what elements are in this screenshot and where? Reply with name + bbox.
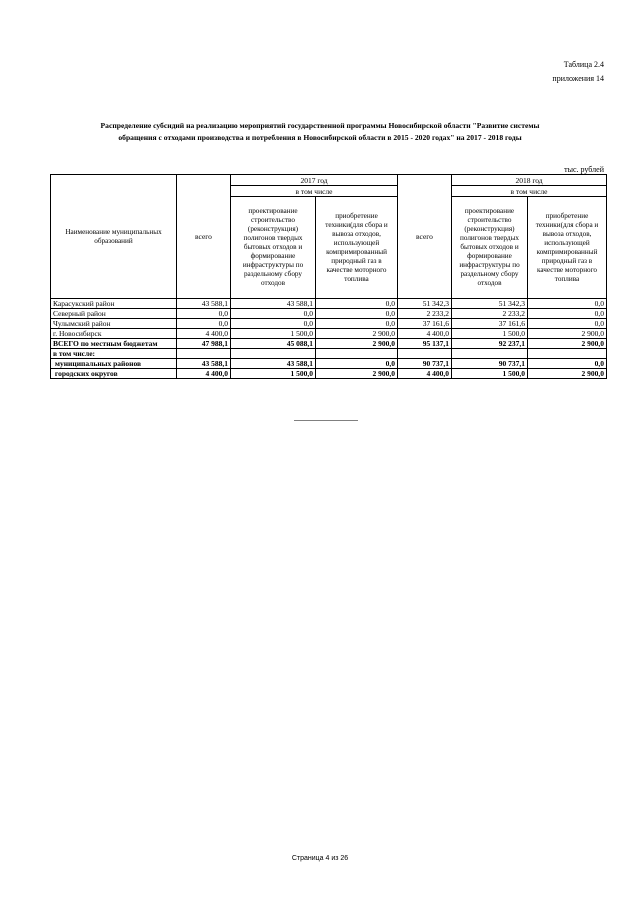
row-name: г. Новосибирск xyxy=(51,329,177,339)
cell-total-2017: 0,0 xyxy=(177,309,231,319)
subsidy-table xyxy=(50,174,607,379)
cell-total-2018: 37 161,6 xyxy=(398,319,452,329)
title-line-2: обращения с отходами производства и потребления в Новосибирской области в 2015 - 2020 годах" на 2017 - 2018 годы xyxy=(118,133,522,142)
cell-design-2017: 0,0 xyxy=(231,309,316,319)
cell-total-2017: 4 400,0 xyxy=(177,369,231,379)
row-name: в том числе: xyxy=(51,349,177,359)
row-name: Карасукский район xyxy=(51,299,177,309)
cell-design-2018: 51 342,3 xyxy=(452,299,528,309)
header-total-2017: всего xyxy=(177,175,231,299)
cell-total-2018: 2 233,2 xyxy=(398,309,452,319)
cell-total-2018: 4 400,0 xyxy=(398,329,452,339)
header-total-2018: всего xyxy=(398,175,452,299)
row-name: ВСЕГО по местным бюджетам xyxy=(51,339,177,349)
cell-total-2018: 51 342,3 xyxy=(398,299,452,309)
header-municipality: Наименование муниципальных образований xyxy=(51,175,177,299)
cell-design-2018: 2 233,2 xyxy=(452,309,528,319)
cell-equipment-2017: 2 900,0 xyxy=(316,369,398,379)
cell-design-2017: 45 088,1 xyxy=(231,339,316,349)
cell-equipment-2018: 2 900,0 xyxy=(528,369,607,379)
header-equipment-2018: приобретение техники(для сбора и вывоза отходов, использующей компримированный природный газ в качестве моторного топлива xyxy=(528,197,607,299)
cell-equipment-2018: 0,0 xyxy=(528,299,607,309)
row-name: городских округов xyxy=(51,369,177,379)
cell-equipment-2018 xyxy=(528,349,607,359)
cell-equipment-2017: 0,0 xyxy=(316,359,398,369)
row-name: муниципальных районов xyxy=(51,359,177,369)
cell-equipment-2017: 2 900,0 xyxy=(316,339,398,349)
cell-equipment-2018: 2 900,0 xyxy=(528,339,607,349)
cell-equipment-2017: 2 900,0 xyxy=(316,329,398,339)
cell-design-2017: 0,0 xyxy=(231,319,316,329)
separator-line xyxy=(294,420,358,421)
cell-equipment-2017: 0,0 xyxy=(316,319,398,329)
unit-label: тыс. рублей xyxy=(564,165,604,174)
header-design-2017: проектирование строительство (реконструкция) полигонов твердых бытовых отходов и формирование инфраструктуры по раздельному сбору отходов xyxy=(231,197,316,299)
table-number: Таблица 2.4 xyxy=(563,60,604,69)
cell-equipment-2017: 0,0 xyxy=(316,309,398,319)
header-year-2017: 2017 год xyxy=(231,175,398,186)
cell-design-2018: 37 161,6 xyxy=(452,319,528,329)
table-reference xyxy=(552,58,604,86)
cell-design-2017: 1 500,0 xyxy=(231,329,316,339)
header-year-2018: 2018 год xyxy=(452,175,607,186)
cell-equipment-2018: 0,0 xyxy=(528,359,607,369)
table-row xyxy=(51,359,607,369)
cell-design-2018: 92 237,1 xyxy=(452,339,528,349)
table-row xyxy=(51,329,607,339)
title-line-1: Распределение субсидий на реализацию мероприятий государственной программы Новосибирской области "Развитие системы xyxy=(100,121,540,130)
cell-design-2017: 43 588,1 xyxy=(231,359,316,369)
document-title xyxy=(70,120,570,144)
table-row xyxy=(51,319,607,329)
table-row xyxy=(51,309,607,319)
cell-total-2017: 43 588,1 xyxy=(177,299,231,309)
row-name: Чулымский район xyxy=(51,319,177,329)
cell-total-2017: 43 588,1 xyxy=(177,359,231,369)
cell-design-2018 xyxy=(452,349,528,359)
table-row xyxy=(51,299,607,309)
cell-equipment-2017: 0,0 xyxy=(316,299,398,309)
cell-design-2017 xyxy=(231,349,316,359)
cell-equipment-2018: 2 900,0 xyxy=(528,329,607,339)
cell-total-2018 xyxy=(398,349,452,359)
header-design-2018: проектирование строительство (реконструкция) полигонов твердых бытовых отходов и формирование инфраструктуры по раздельному сбору отходов xyxy=(452,197,528,299)
cell-design-2018: 90 737,1 xyxy=(452,359,528,369)
row-name: Северный район xyxy=(51,309,177,319)
cell-equipment-2018: 0,0 xyxy=(528,309,607,319)
cell-design-2018: 1 500,0 xyxy=(452,329,528,339)
cell-design-2017: 1 500,0 xyxy=(231,369,316,379)
cell-design-2017: 43 588,1 xyxy=(231,299,316,309)
cell-total-2018: 90 737,1 xyxy=(398,359,452,369)
page-number: Страница 4 из 26 xyxy=(291,855,349,862)
cell-total-2018: 4 400,0 xyxy=(398,369,452,379)
cell-equipment-2017 xyxy=(316,349,398,359)
cell-design-2018: 1 500,0 xyxy=(452,369,528,379)
appendix-number: приложения 14 xyxy=(552,74,604,83)
header-including-2018: в том числе xyxy=(452,186,607,197)
cell-total-2017 xyxy=(177,349,231,359)
table-row-including xyxy=(51,349,607,359)
cell-total-2017: 47 988,1 xyxy=(177,339,231,349)
header-including-2017: в том числе xyxy=(231,186,398,197)
cell-total-2017: 0,0 xyxy=(177,319,231,329)
cell-total-2018: 95 137,1 xyxy=(398,339,452,349)
table-row xyxy=(51,369,607,379)
cell-equipment-2018: 0,0 xyxy=(528,319,607,329)
header-equipment-2017: приобретение техники(для сбора и вывоза отходов, использующей компримированный природный газ в качестве моторного топлива xyxy=(316,197,398,299)
cell-total-2017: 4 400,0 xyxy=(177,329,231,339)
table-row-total xyxy=(51,339,607,349)
